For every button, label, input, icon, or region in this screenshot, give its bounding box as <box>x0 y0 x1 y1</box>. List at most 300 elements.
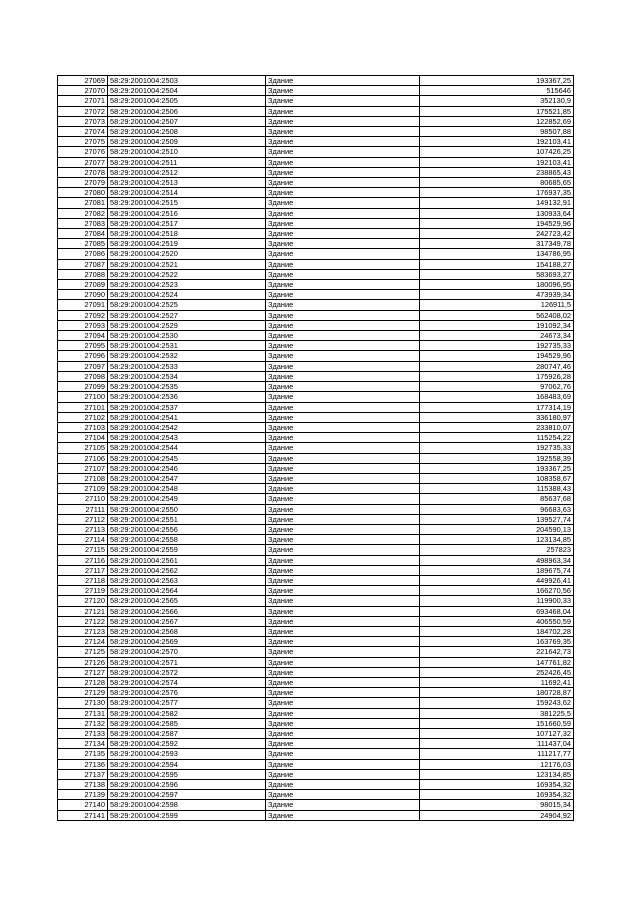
table-row <box>58 667 574 677</box>
row-number-cell: 27114 <box>58 535 108 545</box>
row-number-cell: 27109 <box>58 484 108 494</box>
table-row <box>58 657 574 667</box>
cadastral-number-cell: 58:29:2001004:2536 <box>108 392 266 402</box>
cadastral-value-cell: 12176,03 <box>420 759 574 769</box>
table-row <box>58 575 574 585</box>
object-type-cell: Здание <box>266 310 420 320</box>
cadastral-value-cell: 194529,96 <box>420 351 574 361</box>
cadastral-value-cell: 180728,87 <box>420 688 574 698</box>
table-row <box>58 494 574 504</box>
row-number-cell: 27120 <box>58 596 108 606</box>
table-row <box>58 443 574 453</box>
cadastral-number-cell: 58:29:2001004:2543 <box>108 433 266 443</box>
cadastral-value-cell: 352130,9 <box>420 96 574 106</box>
row-number-cell: 27092 <box>58 310 108 320</box>
row-number-cell: 27134 <box>58 739 108 749</box>
table-row <box>58 514 574 524</box>
object-type-cell: Здание <box>266 596 420 606</box>
table-row <box>58 402 574 412</box>
object-type-cell: Здание <box>266 392 420 402</box>
row-number-cell: 27123 <box>58 626 108 636</box>
table-row <box>58 504 574 514</box>
row-number-cell: 27135 <box>58 749 108 759</box>
cadastral-number-cell: 58:29:2001004:2565 <box>108 596 266 606</box>
cadastral-number-cell: 58:29:2001004:2505 <box>108 96 266 106</box>
table-row <box>58 637 574 647</box>
table-row <box>58 606 574 616</box>
cadastral-value-cell: 280747,46 <box>420 361 574 371</box>
cadastral-number-cell: 58:29:2001004:2515 <box>108 198 266 208</box>
object-type-cell: Здание <box>266 76 420 86</box>
cadastral-number-cell: 58:29:2001004:2503 <box>108 76 266 86</box>
row-number-cell: 27099 <box>58 382 108 392</box>
cadastral-value-cell: 191092,34 <box>420 320 574 330</box>
table-row <box>58 218 574 228</box>
object-type-cell: Здание <box>266 290 420 300</box>
row-number-cell: 27103 <box>58 422 108 432</box>
table-row <box>58 310 574 320</box>
cadastral-value-table <box>57 75 574 821</box>
cadastral-number-cell: 58:29:2001004:2521 <box>108 259 266 269</box>
table-row <box>58 759 574 769</box>
cadastral-value-cell: 498963,34 <box>420 555 574 565</box>
row-number-cell: 27126 <box>58 657 108 667</box>
cadastral-value-cell: 336180,97 <box>420 412 574 422</box>
cadastral-number-cell: 58:29:2001004:2531 <box>108 341 266 351</box>
cadastral-number-cell: 58:29:2001004:2568 <box>108 626 266 636</box>
cadastral-value-cell: 151660,59 <box>420 718 574 728</box>
cadastral-value-cell: 111217,77 <box>420 749 574 759</box>
object-type-cell: Здание <box>266 167 420 177</box>
cadastral-value-cell: 96683,63 <box>420 504 574 514</box>
row-number-cell: 27086 <box>58 249 108 259</box>
object-type-cell: Здание <box>266 422 420 432</box>
object-type-cell: Здание <box>266 86 420 96</box>
row-number-cell: 27113 <box>58 524 108 534</box>
table-row <box>58 178 574 188</box>
row-number-cell: 27112 <box>58 514 108 524</box>
cadastral-value-cell: 449926,41 <box>420 575 574 585</box>
row-number-cell: 27077 <box>58 157 108 167</box>
row-number-cell: 27118 <box>58 575 108 585</box>
row-number-cell: 27107 <box>58 463 108 473</box>
table-row <box>58 229 574 239</box>
object-type-cell: Здание <box>266 127 420 137</box>
table-row <box>58 524 574 534</box>
cadastral-value-cell: 85637,68 <box>420 494 574 504</box>
row-number-cell: 27082 <box>58 208 108 218</box>
cadastral-value-cell: 134786,95 <box>420 249 574 259</box>
cadastral-number-cell: 58:29:2001004:2542 <box>108 422 266 432</box>
cadastral-value-cell: 192558,39 <box>420 453 574 463</box>
cadastral-number-cell: 58:29:2001004:2533 <box>108 361 266 371</box>
cadastral-number-cell: 58:29:2001004:2559 <box>108 545 266 555</box>
object-type-cell: Здание <box>266 361 420 371</box>
table-row <box>58 300 574 310</box>
cadastral-number-cell: 58:29:2001004:2529 <box>108 320 266 330</box>
object-type-cell: Здание <box>266 280 420 290</box>
row-number-cell: 27129 <box>58 688 108 698</box>
cadastral-value-cell: 192735,33 <box>420 443 574 453</box>
cadastral-value-cell: 180096,95 <box>420 280 574 290</box>
table-row <box>58 535 574 545</box>
object-type-cell: Здание <box>266 565 420 575</box>
object-type-cell: Здание <box>266 555 420 565</box>
cadastral-number-cell: 58:29:2001004:2551 <box>108 514 266 524</box>
table-row <box>58 422 574 432</box>
row-number-cell: 27138 <box>58 780 108 790</box>
cadastral-value-cell: 111437,04 <box>420 739 574 749</box>
cadastral-number-cell: 58:29:2001004:2562 <box>108 565 266 575</box>
cadastral-number-cell: 58:29:2001004:2556 <box>108 524 266 534</box>
cadastral-value-cell: 233810,07 <box>420 422 574 432</box>
table-row <box>58 698 574 708</box>
table-row <box>58 463 574 473</box>
object-type-cell: Здание <box>266 484 420 494</box>
table-row <box>58 616 574 626</box>
cadastral-value-cell: 257823 <box>420 545 574 555</box>
cadastral-value-cell: 163769,35 <box>420 637 574 647</box>
cadastral-number-cell: 58:29:2001004:2545 <box>108 453 266 463</box>
object-type-cell: Здание <box>266 780 420 790</box>
object-type-cell: Здание <box>266 178 420 188</box>
object-type-cell: Здание <box>266 116 420 126</box>
table-row <box>58 677 574 687</box>
object-type-cell: Здание <box>266 320 420 330</box>
cadastral-number-cell: 58:29:2001004:2524 <box>108 290 266 300</box>
row-number-cell: 27141 <box>58 810 108 820</box>
row-number-cell: 27097 <box>58 361 108 371</box>
object-type-cell: Здание <box>266 443 420 453</box>
cadastral-value-cell: 80685,65 <box>420 178 574 188</box>
cadastral-value-cell: 24904,92 <box>420 810 574 820</box>
cadastral-number-cell: 58:29:2001004:2550 <box>108 504 266 514</box>
cadastral-value-cell: 126911,5 <box>420 300 574 310</box>
object-type-cell: Здание <box>266 718 420 728</box>
object-type-cell: Здание <box>266 106 420 116</box>
row-number-cell: 27121 <box>58 606 108 616</box>
cadastral-value-cell: 169354,32 <box>420 780 574 790</box>
row-number-cell: 27070 <box>58 86 108 96</box>
cadastral-number-cell: 58:29:2001004:2514 <box>108 188 266 198</box>
cadastral-value-cell: 11692,41 <box>420 677 574 687</box>
cadastral-value-cell: 119900,33 <box>420 596 574 606</box>
object-type-cell: Здание <box>266 535 420 545</box>
object-type-cell: Здание <box>266 575 420 585</box>
table-row <box>58 188 574 198</box>
cadastral-value-cell: 192103,41 <box>420 157 574 167</box>
cadastral-value-cell: 168483,69 <box>420 392 574 402</box>
cadastral-value-cell: 193367,25 <box>420 76 574 86</box>
row-number-cell: 27128 <box>58 677 108 687</box>
cadastral-number-cell: 58:29:2001004:2585 <box>108 718 266 728</box>
row-number-cell: 27139 <box>58 790 108 800</box>
cadastral-value-cell: 515646 <box>420 86 574 96</box>
row-number-cell: 27074 <box>58 127 108 137</box>
cadastral-number-cell: 58:29:2001004:2541 <box>108 412 266 422</box>
object-type-cell: Здание <box>266 229 420 239</box>
row-number-cell: 27117 <box>58 565 108 575</box>
cadastral-value-cell: 97062,76 <box>420 382 574 392</box>
table-row <box>58 249 574 259</box>
object-type-cell: Здание <box>266 371 420 381</box>
cadastral-number-cell: 58:29:2001004:2506 <box>108 106 266 116</box>
table-row <box>58 157 574 167</box>
object-type-cell: Здание <box>266 412 420 422</box>
cadastral-value-cell: 147761,82 <box>420 657 574 667</box>
cadastral-number-cell: 58:29:2001004:2569 <box>108 637 266 647</box>
row-number-cell: 27130 <box>58 698 108 708</box>
cadastral-number-cell: 58:29:2001004:2535 <box>108 382 266 392</box>
row-number-cell: 27096 <box>58 351 108 361</box>
row-number-cell: 27133 <box>58 729 108 739</box>
object-type-cell: Здание <box>266 494 420 504</box>
cadastral-value-cell: 169354,32 <box>420 790 574 800</box>
table-row <box>58 688 574 698</box>
table-row <box>58 147 574 157</box>
row-number-cell: 27119 <box>58 586 108 596</box>
cadastral-value-cell: 107426,25 <box>420 147 574 157</box>
cadastral-number-cell: 58:29:2001004:2537 <box>108 402 266 412</box>
table-row <box>58 361 574 371</box>
table-row <box>58 239 574 249</box>
cadastral-number-cell: 58:29:2001004:2594 <box>108 759 266 769</box>
object-type-cell: Здание <box>266 637 420 647</box>
row-number-cell: 27094 <box>58 331 108 341</box>
table-row <box>58 127 574 137</box>
row-number-cell: 27079 <box>58 178 108 188</box>
cadastral-number-cell: 58:29:2001004:2567 <box>108 616 266 626</box>
object-type-cell: Здание <box>266 657 420 667</box>
cadastral-number-cell: 58:29:2001004:2512 <box>108 167 266 177</box>
cadastral-number-cell: 58:29:2001004:2511 <box>108 157 266 167</box>
cadastral-number-cell: 58:29:2001004:2566 <box>108 606 266 616</box>
cadastral-value-cell: 175521,85 <box>420 106 574 116</box>
cadastral-number-cell: 58:29:2001004:2523 <box>108 280 266 290</box>
row-number-cell: 27071 <box>58 96 108 106</box>
row-number-cell: 27122 <box>58 616 108 626</box>
object-type-cell: Здание <box>266 157 420 167</box>
table-row <box>58 371 574 381</box>
object-type-cell: Здание <box>266 810 420 820</box>
cadastral-value-cell: 108358,67 <box>420 473 574 483</box>
cadastral-number-cell: 58:29:2001004:2520 <box>108 249 266 259</box>
object-type-cell: Здание <box>266 402 420 412</box>
cadastral-number-cell: 58:29:2001004:2572 <box>108 667 266 677</box>
cadastral-value-cell: 204590,13 <box>420 524 574 534</box>
cadastral-value-cell: 130933,64 <box>420 208 574 218</box>
object-type-cell: Здание <box>266 606 420 616</box>
table-row <box>58 718 574 728</box>
cadastral-value-cell: 562408,02 <box>420 310 574 320</box>
object-type-cell: Здание <box>266 759 420 769</box>
row-number-cell: 27085 <box>58 239 108 249</box>
row-number-cell: 27098 <box>58 371 108 381</box>
table-row <box>58 586 574 596</box>
cadastral-value-cell: 149132,91 <box>420 198 574 208</box>
table-row <box>58 320 574 330</box>
cadastral-number-cell: 58:29:2001004:2544 <box>108 443 266 453</box>
cadastral-number-cell: 58:29:2001004:2582 <box>108 708 266 718</box>
table-row <box>58 596 574 606</box>
row-number-cell: 27073 <box>58 116 108 126</box>
row-number-cell: 27132 <box>58 718 108 728</box>
cadastral-value-cell: 154188,27 <box>420 259 574 269</box>
cadastral-number-cell: 58:29:2001004:2596 <box>108 780 266 790</box>
object-type-cell: Здание <box>266 218 420 228</box>
table-row <box>58 208 574 218</box>
cadastral-value-cell: 238865,43 <box>420 167 574 177</box>
row-number-cell: 27111 <box>58 504 108 514</box>
cadastral-value-cell: 166270,56 <box>420 586 574 596</box>
row-number-cell: 27125 <box>58 647 108 657</box>
cadastral-number-cell: 58:29:2001004:2595 <box>108 769 266 779</box>
row-number-cell: 27127 <box>58 667 108 677</box>
row-number-cell: 27088 <box>58 269 108 279</box>
table-row <box>58 739 574 749</box>
object-type-cell: Здание <box>266 504 420 514</box>
cadastral-number-cell: 58:29:2001004:2598 <box>108 800 266 810</box>
object-type-cell: Здание <box>266 586 420 596</box>
cadastral-value-cell: 139527,74 <box>420 514 574 524</box>
object-type-cell: Здание <box>266 545 420 555</box>
cadastral-number-cell: 58:29:2001004:2592 <box>108 739 266 749</box>
table-row <box>58 341 574 351</box>
cadastral-number-cell: 58:29:2001004:2597 <box>108 790 266 800</box>
table-row <box>58 545 574 555</box>
row-number-cell: 27089 <box>58 280 108 290</box>
table-row <box>58 96 574 106</box>
object-type-cell: Здание <box>266 667 420 677</box>
object-type-cell: Здание <box>266 147 420 157</box>
cadastral-number-cell: 58:29:2001004:2547 <box>108 473 266 483</box>
cadastral-value-cell: 159243,62 <box>420 698 574 708</box>
object-type-cell: Здание <box>266 698 420 708</box>
cadastral-value-cell: 242723,42 <box>420 229 574 239</box>
cadastral-value-cell: 122852,69 <box>420 116 574 126</box>
cadastral-value-cell: 221642,73 <box>420 647 574 657</box>
cadastral-value-cell: 473939,34 <box>420 290 574 300</box>
cadastral-number-cell: 58:29:2001004:2534 <box>108 371 266 381</box>
cadastral-number-cell: 58:29:2001004:2516 <box>108 208 266 218</box>
row-number-cell: 27136 <box>58 759 108 769</box>
cadastral-value-cell: 252426,45 <box>420 667 574 677</box>
cadastral-number-cell: 58:29:2001004:2571 <box>108 657 266 667</box>
cadastral-value-cell: 184702,28 <box>420 626 574 636</box>
object-type-cell: Здание <box>266 739 420 749</box>
object-type-cell: Здание <box>266 96 420 106</box>
table-row <box>58 565 574 575</box>
row-number-cell: 27102 <box>58 412 108 422</box>
table-row <box>58 412 574 422</box>
cadastral-value-cell: 192103,41 <box>420 137 574 147</box>
table-row <box>58 810 574 820</box>
table-row <box>58 790 574 800</box>
table-row <box>58 484 574 494</box>
object-type-cell: Здание <box>266 647 420 657</box>
table-row <box>58 259 574 269</box>
cadastral-number-cell: 58:29:2001004:2558 <box>108 535 266 545</box>
object-type-cell: Здание <box>266 351 420 361</box>
cadastral-value-cell: 583693,27 <box>420 269 574 279</box>
object-type-cell: Здание <box>266 198 420 208</box>
object-type-cell: Здание <box>266 524 420 534</box>
cadastral-value-cell: 176937,35 <box>420 188 574 198</box>
cadastral-number-cell: 58:29:2001004:2527 <box>108 310 266 320</box>
cadastral-number-cell: 58:29:2001004:2510 <box>108 147 266 157</box>
table-row <box>58 290 574 300</box>
row-number-cell: 27108 <box>58 473 108 483</box>
object-type-cell: Здание <box>266 269 420 279</box>
cadastral-value-cell: 115388,43 <box>420 484 574 494</box>
cadastral-number-cell: 58:29:2001004:2508 <box>108 127 266 137</box>
row-number-cell: 27072 <box>58 106 108 116</box>
cadastral-value-cell: 317349,78 <box>420 239 574 249</box>
object-type-cell: Здание <box>266 463 420 473</box>
cadastral-number-cell: 58:29:2001004:2587 <box>108 729 266 739</box>
cadastral-number-cell: 58:29:2001004:2561 <box>108 555 266 565</box>
cadastral-value-cell: 175926,28 <box>420 371 574 381</box>
row-number-cell: 27081 <box>58 198 108 208</box>
cadastral-number-cell: 58:29:2001004:2570 <box>108 647 266 657</box>
cadastral-number-cell: 58:29:2001004:2522 <box>108 269 266 279</box>
table-row <box>58 331 574 341</box>
cadastral-number-cell: 58:29:2001004:2576 <box>108 688 266 698</box>
table-row <box>58 626 574 636</box>
object-type-cell: Здание <box>266 688 420 698</box>
object-type-cell: Здание <box>266 626 420 636</box>
table-row <box>58 198 574 208</box>
table-row <box>58 473 574 483</box>
cadastral-value-cell: 98015,34 <box>420 800 574 810</box>
object-type-cell: Здание <box>266 749 420 759</box>
row-number-cell: 27104 <box>58 433 108 443</box>
cadastral-number-cell: 58:29:2001004:2593 <box>108 749 266 759</box>
cadastral-value-cell: 123134,85 <box>420 769 574 779</box>
object-type-cell: Здание <box>266 769 420 779</box>
row-number-cell: 27083 <box>58 218 108 228</box>
table-row <box>58 86 574 96</box>
row-number-cell: 27105 <box>58 443 108 453</box>
table-row <box>58 392 574 402</box>
row-number-cell: 27084 <box>58 229 108 239</box>
object-type-cell: Здание <box>266 208 420 218</box>
cadastral-value-cell: 381225,5 <box>420 708 574 718</box>
row-number-cell: 27069 <box>58 76 108 86</box>
object-type-cell: Здание <box>266 239 420 249</box>
row-number-cell: 27095 <box>58 341 108 351</box>
table-row <box>58 76 574 86</box>
cadastral-value-cell: 193367,25 <box>420 463 574 473</box>
row-number-cell: 27101 <box>58 402 108 412</box>
row-number-cell: 27080 <box>58 188 108 198</box>
table-row <box>58 647 574 657</box>
table-row <box>58 137 574 147</box>
table-row <box>58 351 574 361</box>
table-row <box>58 280 574 290</box>
object-type-cell: Здание <box>266 790 420 800</box>
cadastral-number-cell: 58:29:2001004:2577 <box>108 698 266 708</box>
row-number-cell: 27100 <box>58 392 108 402</box>
object-type-cell: Здание <box>266 473 420 483</box>
cadastral-number-cell: 58:29:2001004:2525 <box>108 300 266 310</box>
cadastral-number-cell: 58:29:2001004:2518 <box>108 229 266 239</box>
table-row <box>58 708 574 718</box>
row-number-cell: 27115 <box>58 545 108 555</box>
row-number-cell: 27093 <box>58 320 108 330</box>
object-type-cell: Здание <box>266 259 420 269</box>
object-type-cell: Здание <box>266 331 420 341</box>
